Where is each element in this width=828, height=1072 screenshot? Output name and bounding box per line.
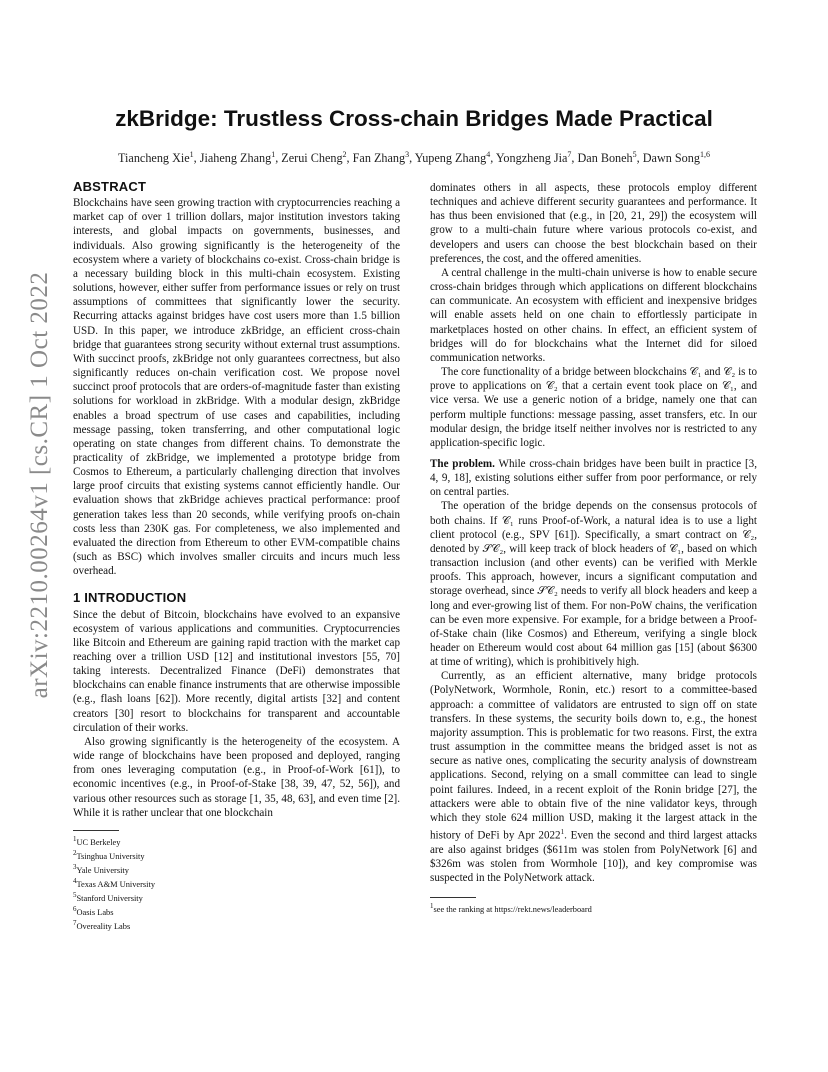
footnote-marker: 1 [560,828,565,837]
author: Dan Boneh$^5$ [577,150,637,166]
footnote: $^5$Stanford University [73,890,143,903]
author-list: Tiancheng Xie$^1$, Jiaheng Zhang$^1$, Zerui Cheng$^2$, Fan Zhang$^3$, Yupeng Zhang$^4$, Yongzheng Jia$^7$, Dan Boneh$^5$, Dawn Song$^{1,6}$ [118,150,710,166]
footnote: $^6$Oasis Labs [73,904,114,917]
intro-paragraph-1: Since the debut of Bitcoin, blockchains have evolved to an expansive ecosystem of various applications and communities. Cryptocurrencies like Bitcoin and Ethereum are gaining rapid traction with the market cap reaching over a trillion USD [12] and institutional investors [55, 70] taking interests. Decentralized Finance (DeFi) demonstrates that blockchains can enable finance instruments that are otherwise impossible (e.g., flash loans [62]). More recently, digital artists [32] and content creators [30] resort to blockchains for transparent and accountable circulation of their works. [73,608,400,734]
body-paragraph: The core functionality of a bridge between blockchains 𝒞₁ and 𝒞₂ is to prove to applications on 𝒞₂ that a certain event took place on 𝒞₁, and vice versa. We use a generic notion of a bridge, namely one that can perform multiple functions: message passing, asset transfers, etc. In our modular design, the bridge itself neither involves nor is restricted to any application-specific logic. [430,366,757,449]
paper-title: zkBridge: Trustless Cross-chain Bridges Made Practical [115,106,713,131]
introduction-heading: 1 INTRODUCTION [73,590,187,606]
arxiv-identifier: arXiv:2210.00264v1 [cs.CR] 1 Oct 2022 [26,271,53,699]
footnote: $^1$see the ranking at https://rekt.news/leaderboard [430,902,592,915]
body-paragraph: The operation of the bridge depends on the consensus protocols of both chains. If 𝒞₁ runs Proof-of-Work, a natural idea is to use a light client protocol (e.g., SPV [61]). Specifically, a smart contract on 𝒞₂, denoted by 𝒮𝒞₂, will keep track of block headers of 𝒞₁, based on which transaction inclusion (and other events) can be verified with Merkle proofs. This approach, however, incurs a significant computation and storage overhead, since 𝒮𝒞₂ needs to verify all block headers and keep a long and ever-growing list of them. For non-PoW chains, the verification can be even more expensive. For example, for a bridge between a Proof-of-Stake chain (like Cosmos) and Ethereum, verifying a single block header on Ethereum would cost about 64 million gas [15] (about $6300 at time of writing), which is prohibitively high. [430,500,757,669]
footnote: $^1$UC Berkeley [73,834,121,847]
footnote: $^3$Yale University [73,862,129,875]
abstract-text: Blockchains have seen growing traction with cryptocurrencies reaching a market cap of over 1 trillion dollars, major institution investors taking interests, and global impacts on governments, businesses, and individuals. Also growing significantly is the heterogeneity of the ecosystem where a variety of blockchains co-exist. Cross-chain bridge is a necessary building block in this multi-chain ecosystem. Existing solutions, however, either suffer from performance issues or rely on trust assumptions of committees that significantly lower the security. Recurring attacks against bridges have cost users more than 1.5 billion USD. In this paper, we introduce zkBridge, an efficient cross-chain bridge that guarantees strong security without external trust assumptions. With succinct proofs, zkBridge not only guarantees correctness, but also significantly reduces on-chain verification cost. We propose novel succinct proof protocols that are orders-of-magnitude faster than existing solutions for workload in zkBridge. With a modular design, zkBridge enables a broad spectrum of use cases and capabilities, including message passing, token transferring, and other computational logic operating on state changes from different chains. To demonstrate the practicality of zkBridge, we implemented a prototype bridge from Cosmos to Ethereum, a particularly challenging direction that involves large proof circuits that existing systems cannot efficiently handle. Our evaluation shows that zkBridge achieves practical performance: proof generation takes less than 20 seconds, while verifying proofs on-chain costs less than 230K gas. For completeness, we also implemented and evaluated the direction from Ethereum to other EVM-compatible chains (such as BSC) which involves smaller circuits and incurs much less overhead. [73,197,400,578]
affiliation-footnotes [73,834,400,932]
arxiv-sidebar [22,271,58,699]
author: Zerui Cheng$^2$ [281,150,347,166]
footnote-rule [430,897,476,898]
body-paragraph: Currently, as an efficient alternative, many bridge protocols (PolyNetwork, Wormhole, Ronin, etc.) resort to a committee-based approach: a committee of validators are entrusted to sign off on state transfers. In these systems, the security boils down to, e.g., the honest majority assumption. This is problematic for two reasons. First, the extra trust assumption in the committee means the bridged asset is not as secure as native ones, complicating the security analysis of downstream applications. Second, relying on a small committee can lead to single point failures. Indeed, in a recent exploit of the Ronin bridge [27], the attackers were able to obtain five of the nine validator keys, through which they stole 624 million USD, making it the largest attack in the history of DeFi by Apr 2022$^1$. Even the second and third largest attacks are also against bridges ($611m was stolen from PolyNetwork [6] and $326m was stolen from Wormhole [10]), and key compromise was suspected in the PolyNetwork attack. [430,670,757,885]
author: Dawn Song$^{1,6}$ [642,150,710,166]
body-paragraph: A central challenge in the multi-chain universe is how to enable secure cross-chain bridges through which applications on different blockchains can communicate. An ecosystem with efficient and inexpensive bridges will enable assets held on one chain to effortlessly participate in marketplaces hosted on other chains. In effect, an efficient system of bridges will do for blockchains what the Internet did for siloed communication networks. [430,266,757,364]
author: Fan Zhang$^3$ [352,150,410,166]
author: Yupeng Zhang$^4$ [414,150,491,166]
right-column [430,181,757,915]
body-paragraph: dominates others in all aspects, these protocols employ different techniques and achieve different security guarantees and performance. It has thus been envisioned that (e.g., in [20, 21, 29]) the ecosystem will grow to a multi-chain future where various protocols co-exist, and developers and users can choose the best blockchain based on their preferences, the cost, and the offered amenities. [430,182,757,265]
problem-paragraph: The problem. While cross-chain bridges have been built in practice [3, 4, 9, 18], existing solutions either suffer from poor performance, or rely on central parties. [430,457,757,499]
problem-label: The problem. [430,457,495,470]
author: Jiaheng Zhang$^1$ [199,150,276,166]
author: Yongzheng Jia$^7$ [495,150,572,166]
footnote: $^7$Overeality Labs [73,918,131,931]
footnote: $^4$Texas A&M University [73,876,156,889]
footnote: $^2$Tsinghua University [73,848,145,861]
author: Tiancheng Xie$^1$ [118,150,194,166]
footnote-rule [73,830,119,831]
intro-paragraph-2: Also growing significantly is the heterogeneity of the ecosystem. A wide range of blockchains have been proposed and deployed, ranging from ones leveraging computation (e.g., in Proof-of-Work [61]), to economic incentives (e.g., in Proof-of-Stake [38, 39, 47, 52, 56]), and various other resources such as storage [1, 35, 48, 63], and even time [2]. While it is rather unclear that one blockchain [73,735,400,819]
left-column [73,180,400,932]
abstract-heading: ABSTRACT [73,179,147,194]
